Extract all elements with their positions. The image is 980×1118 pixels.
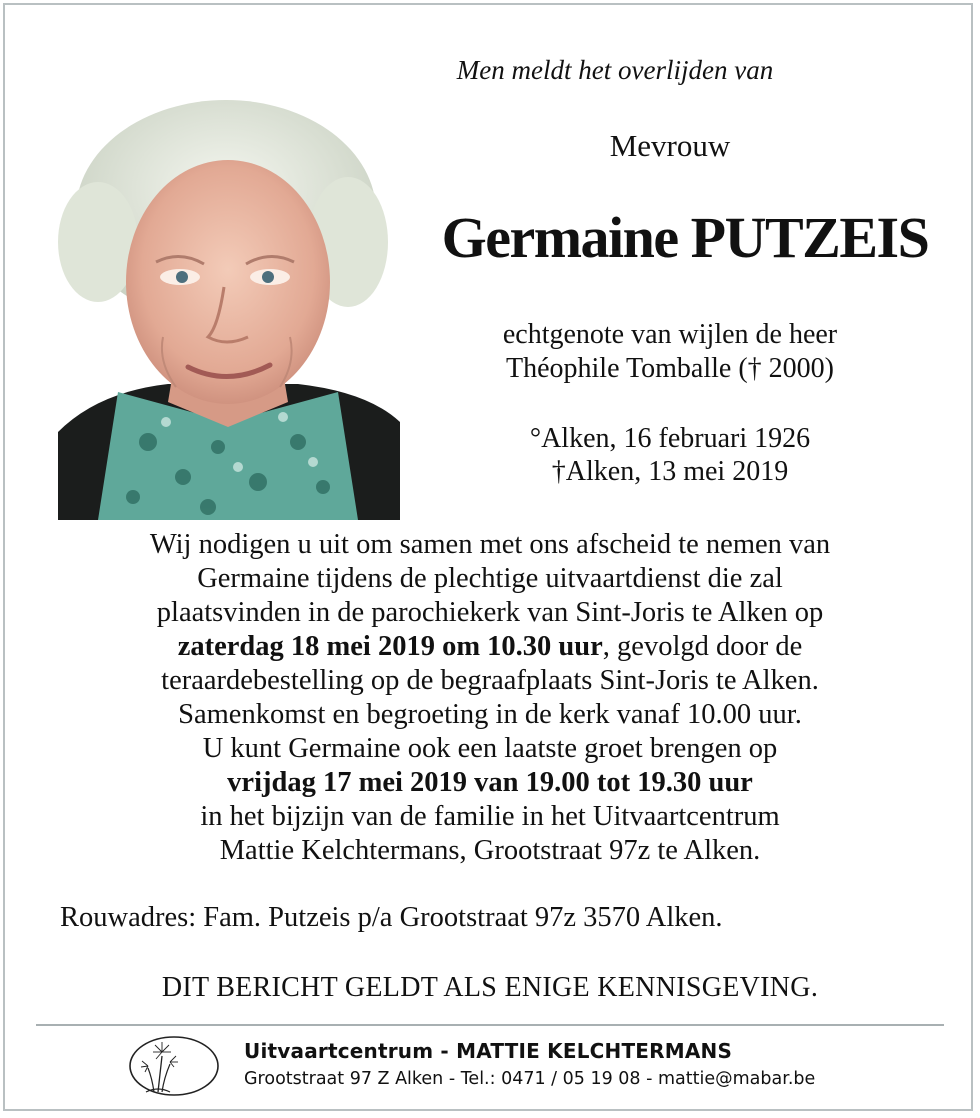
- footer-divider: [36, 1024, 944, 1026]
- invitation-text: [40, 528, 940, 868]
- spouse-info: [420, 318, 920, 386]
- invitation-line: [40, 766, 940, 800]
- closing-notice: DIT BERICHT GELDT ALS ENIGE KENNISGEVING.: [161, 972, 819, 1003]
- dandelion-logo-icon: [128, 1034, 220, 1098]
- funeral-date: zaterdag 18 mei 2019 om 10.30 uur: [177, 631, 603, 662]
- company-contact: Grootstraat 97 Z Alken - Tel.: 0471 / 05 19 08 - mattie@mabar.be: [244, 1069, 816, 1089]
- spouse-line-2: Théophile Tomballe († 2000): [505, 353, 834, 384]
- visitation-date: vrijdag 17 mei 2019 van 19.00 tot 19.30 uur: [227, 767, 753, 798]
- company-name: Uitvaartcentrum - MATTIE KELCHTERMANS: [244, 1039, 733, 1063]
- invitation-line: [40, 630, 940, 664]
- mourning-address: Rouwadres: Fam. Putzeis p/a Grootstraat 97z 3570 Alken.: [60, 902, 723, 933]
- spouse-line-1: echtgenote van wijlen de heer: [502, 319, 838, 350]
- invitation-line-rest: , gevolgd door de: [602, 631, 803, 662]
- invitation-line: in het bijzijn van de familie in het Uitvaartcentrum: [200, 801, 780, 832]
- invitation-line: Wij nodigen u uit om samen met ons afscheid te nemen van: [149, 529, 831, 560]
- portrait-photo: [58, 92, 400, 520]
- life-dates: [420, 422, 920, 488]
- deceased-name: Germaine PUTZEIS: [441, 205, 929, 270]
- death-date: †Alken, 13 mei 2019: [551, 456, 789, 487]
- invitation-line: teraardebestelling op de begraafplaats Sint-Joris te Alken.: [161, 665, 819, 696]
- invitation-line: plaatsvinden in de parochiekerk van Sint-Joris te Alken op: [156, 597, 824, 628]
- invitation-line: Germaine tijdens de plechtige uitvaartdienst die zal: [197, 563, 783, 594]
- intro-text: Men meldt het overlijden van: [456, 55, 774, 85]
- honorific: Mevrouw: [609, 128, 731, 163]
- birth-date: °Alken, 16 februari 1926: [529, 423, 811, 454]
- invitation-line: U kunt Germaine ook een laatste groet brengen op: [202, 733, 778, 764]
- invitation-line: Samenkomst en begroeting in de kerk vanaf 10.00 uur.: [178, 699, 802, 730]
- invitation-line: Mattie Kelchtermans, Grootstraat 97z te Alken.: [219, 835, 761, 866]
